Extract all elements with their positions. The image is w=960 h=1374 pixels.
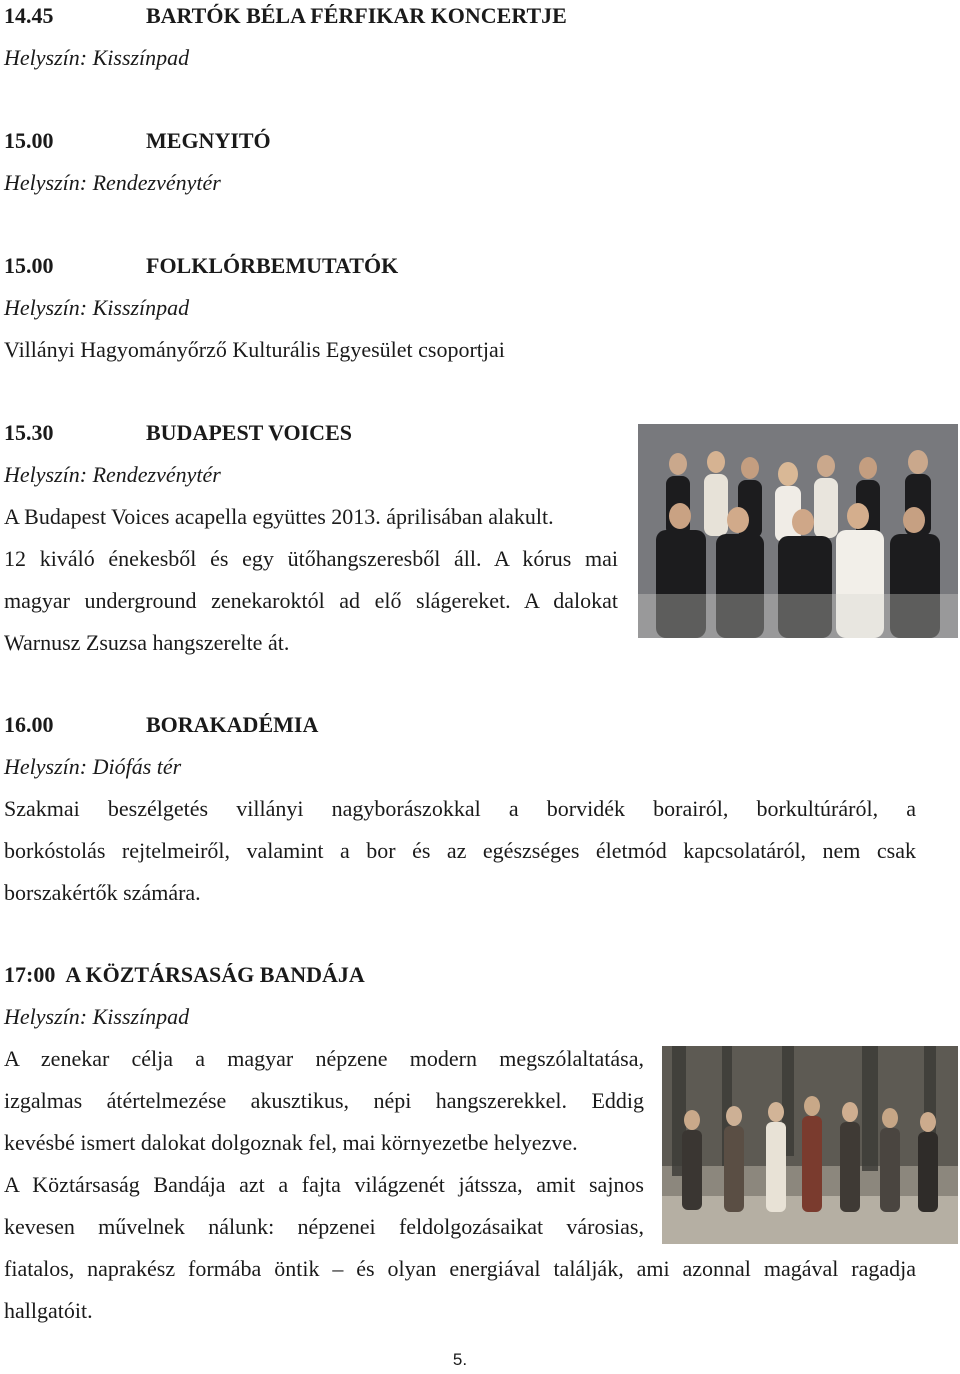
event-heading [4, 245, 398, 287]
event-title: A KÖZTÁRSASÁG BANDÁJA [65, 962, 365, 987]
event-title: FOLKLÓRBEMUTATÓK [146, 253, 399, 278]
event-venue: Helyszín: Kisszínpad [4, 45, 190, 70]
event-venue: Helyszín: Kisszínpad [4, 295, 190, 320]
event-description: magyar underground zenekaroktól ad elő slágereket. A dalokat [4, 588, 618, 613]
event-description: kevesen művelnek nálunk: népzenei feldolgozásaikat városias, [4, 1214, 644, 1239]
event-time: 15.30 [4, 420, 54, 445]
event-description: Szakmai beszélgetés villányi nagyborászokkal a borvidék borairól, borkultúráról, a [4, 796, 916, 821]
budapest-voices-photo [638, 424, 958, 638]
event-heading [4, 120, 271, 162]
event-description: A zenekar célja a magyar népzene modern megszólaltatása, [4, 1046, 644, 1071]
event-description: hallgatóit. [4, 1298, 93, 1323]
event-description: borkóstolás rejtelmeiről, valamint a bor és az egészséges életmód kapcsolatáról, nem csak [4, 838, 916, 863]
event-heading [4, 954, 365, 996]
event-title: BORAKADÉMIA [146, 712, 319, 737]
event-time: 15.00 [4, 253, 54, 278]
event-description: 12 kiváló énekesből és egy ütőhangszeresből áll. A kórus mai [4, 546, 618, 571]
event-venue: Helyszín: Kisszínpad [4, 1004, 190, 1029]
event-description: borszakértők számára. [4, 880, 201, 905]
page-number: 5. [452, 1350, 468, 1369]
event-description: A Köztársaság Bandája azt a fajta világzenét játssza, amit sajnos [4, 1172, 644, 1197]
event-description: fiatalos, naprakész formába öntik – és olyan energiával találják, ami azonnal magával ragadja [4, 1256, 916, 1281]
event-heading [4, 0, 567, 37]
event-time: 14.45 [4, 3, 54, 28]
event-description: Warnusz Zsuzsa hangszerelte át. [4, 630, 290, 655]
event-description: A Budapest Voices acapella együttes 2013. áprilisában alakult. [4, 504, 554, 529]
event-venue: Helyszín: Rendezvénytér [4, 170, 221, 195]
event-venue: Helyszín: Diófás tér [4, 754, 182, 779]
event-title: BARTÓK BÉLA FÉRFIKAR KONCERTJE [146, 3, 567, 28]
event-description: kevésbé ismert dalokat dolgoznak fel, mai környezetbe helyezve. [4, 1130, 578, 1155]
kozt-bandaja-photo [662, 1046, 958, 1244]
event-heading [4, 412, 352, 454]
event-time: 16.00 [4, 712, 54, 737]
event-title: BUDAPEST VOICES [146, 420, 352, 445]
event-description: izgalmas átértelmezése akusztikus, népi hangszerekkel. Eddig [4, 1088, 644, 1113]
event-time: 17:00 [4, 962, 56, 987]
event-title: MEGNYITÓ [146, 128, 271, 153]
event-time: 15.00 [4, 128, 54, 153]
event-heading [4, 704, 318, 746]
event-venue: Helyszín: Rendezvénytér [4, 462, 221, 487]
event-description: Villányi Hagyományőrző Kulturális Egyesület csoportjai [4, 337, 505, 362]
